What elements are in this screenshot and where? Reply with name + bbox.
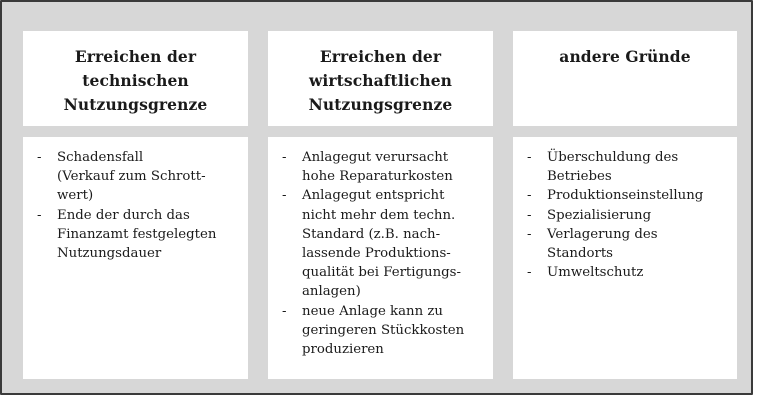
heading-line: Nutzungsgrenze [308, 95, 453, 114]
list-item [513, 148, 737, 186]
heading-line: wirtschaftlichen [308, 71, 453, 90]
item-text-line: Nutzungsdauer [57, 246, 162, 262]
list-item [513, 225, 737, 263]
body-cell-wirtschaftliche-nutzungsgrenze [268, 137, 493, 379]
heading-line: Erreichen der [74, 47, 197, 66]
list-item [513, 206, 737, 225]
item-text-line: Verlagerung des [547, 226, 658, 242]
item-text-line: Standard (z.B. nach- [302, 226, 441, 242]
body-cell-technische-nutzungsgrenze [23, 137, 248, 379]
heading-line: technischen [82, 71, 189, 90]
item-text-line: qualität bei Fertigungs- [302, 265, 461, 281]
item-text-line: Schadensfall [57, 150, 144, 165]
dash-bullet: - [527, 207, 532, 223]
item-text-line: (Verkauf zum Schrott- [57, 169, 206, 185]
item-text-line: Produktionseinstellung [547, 188, 704, 204]
item-text-line: produzieren [302, 342, 384, 358]
item-text-line: Anlagegut entspricht [302, 188, 445, 204]
list-item [268, 302, 493, 360]
list-item [513, 186, 737, 205]
header-row [23, 31, 737, 126]
reason-list [23, 137, 248, 263]
heading-line: Erreichen der [319, 47, 442, 66]
item-text-line: Spezialisierung [547, 207, 652, 223]
dash-bullet: - [527, 188, 532, 204]
dash-bullet: - [282, 303, 287, 319]
column-heading [23, 31, 248, 117]
item-text-line: Anlagegut verursacht [302, 150, 449, 165]
column-heading [513, 31, 737, 69]
dash-bullet: - [282, 150, 287, 165]
item-text-line: Finanzamt festgelegten [57, 226, 217, 242]
header-cell-andere-gruende [513, 31, 737, 126]
dash-bullet: - [282, 188, 287, 204]
dash-bullet: - [527, 265, 532, 281]
dash-bullet: - [527, 150, 532, 165]
item-text-line: nicht mehr dem techn. [302, 207, 456, 223]
reason-list [268, 137, 493, 359]
item-text-line: hohe Reparaturkosten [302, 169, 453, 185]
list-item [23, 206, 248, 264]
dash-bullet: - [527, 226, 532, 242]
heading-line: andere Gründe [559, 47, 691, 66]
header-cell-technische-nutzungsgrenze [23, 31, 248, 126]
body-row [23, 137, 737, 379]
list-item [513, 263, 737, 282]
item-text-line: neue Anlage kann zu [302, 303, 443, 319]
item-text-line: Ende der durch das [57, 207, 190, 223]
item-text-line: Überschuldung des [547, 150, 679, 165]
header-cell-wirtschaftliche-nutzungsgrenze [268, 31, 493, 126]
dash-bullet: - [37, 150, 42, 165]
item-text-line: Umweltschutz [547, 265, 644, 281]
item-text-line: wert) [57, 188, 94, 204]
body-cell-andere-gruende [513, 137, 737, 379]
item-text-line: anlagen) [302, 284, 361, 300]
dash-bullet: - [37, 207, 42, 223]
reason-list [513, 137, 737, 282]
list-item [268, 148, 493, 186]
column-heading [268, 31, 493, 117]
list-item [23, 148, 248, 206]
item-text-line: Betriebes [547, 169, 612, 185]
item-text-line: Standorts [547, 246, 613, 262]
list-item [268, 186, 493, 301]
item-text-line: geringeren Stückkosten [302, 322, 465, 338]
item-text-line: lassende Produktions- [302, 246, 451, 262]
heading-line: Nutzungsgrenze [63, 95, 208, 114]
